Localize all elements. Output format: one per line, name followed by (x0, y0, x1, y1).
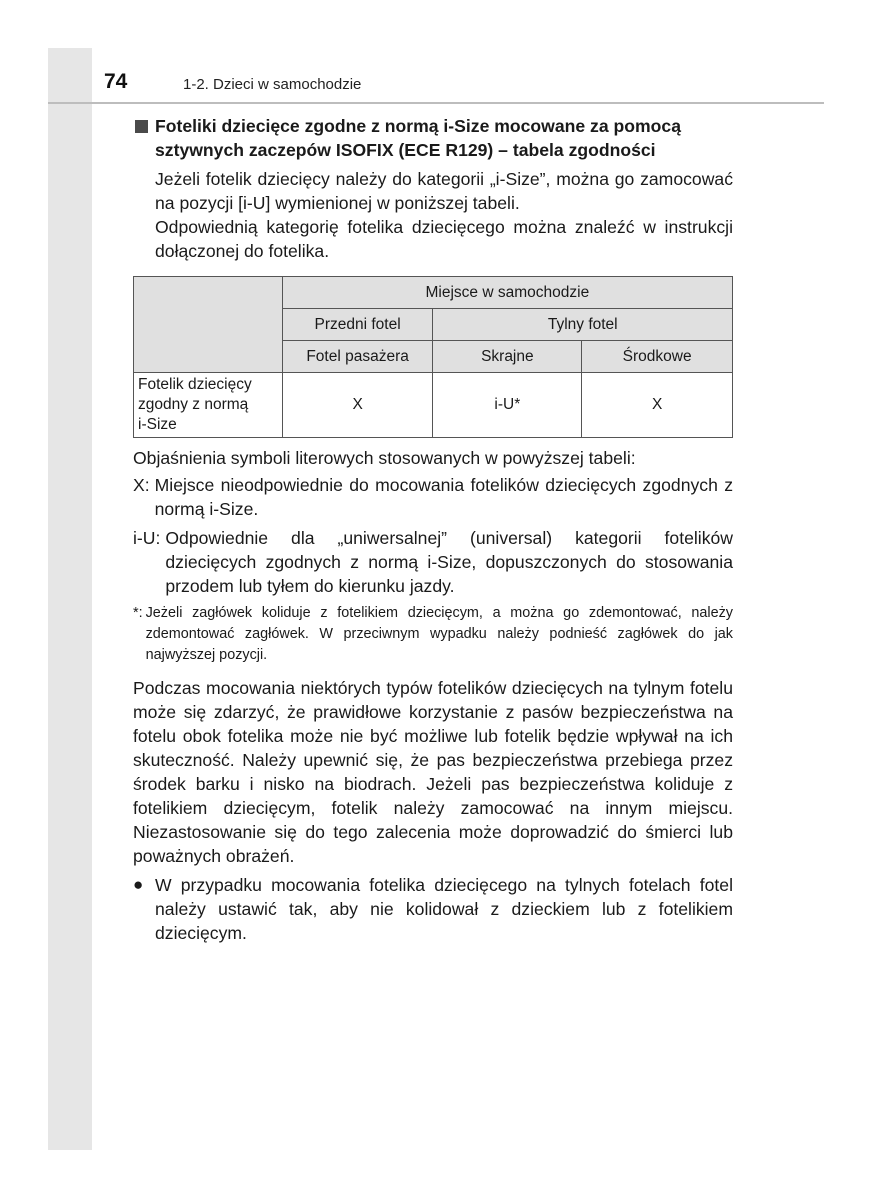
table-cell: X (282, 373, 433, 438)
row-label-line: i-Size (138, 416, 177, 433)
table-group-header: Miejsce w samochodzie (282, 277, 732, 309)
body-paragraph: Podczas mocowania niektórych typów fotelików dziecięcych na tylnym fotelu może się zdarzyć, że prawidłowe korzystanie z pasów bezpieczeństwa na fotelu obok fotelika może nie być możliwe lub fotelik będzie wpływał na ich skuteczność. Należy upewnić się, że pas bezpieczeństwa przebiega przez środek barku i nisko na biodrach. Jeżeli pas bezpieczeństwa koliduje z fotelikiem dziecięcym, fotelik należy zamocować na innym miejscu. Niezastosowanie się do tego zalecenia może doprowadzić do śmierci lub poważnych obrażeń. (133, 678, 733, 866)
table-row-label (134, 373, 283, 438)
table-subheader: Środkowe (582, 341, 733, 373)
footnote (133, 603, 733, 666)
side-margin-strip (48, 48, 92, 1150)
table-front-header: Przedni fotel (282, 309, 433, 341)
table-rear-header: Tylny fotel (433, 309, 733, 341)
row-label-line: Fotelik dziecięcy (138, 376, 252, 393)
table-corner-cell (134, 277, 283, 373)
intro-paragraph-1: Jeżeli fotelik dziecięcy należy do kategorii „i-Size”, można go zamocować na pozycji [i-U] wymienionej w poniższej tabeli. (155, 169, 733, 213)
intro-block (133, 167, 733, 263)
table-row (134, 373, 733, 438)
legend-item-x (133, 473, 733, 521)
bullet-text: W przypadku mocowania fotelika dziecięcego na tylnych fotelach fotel należy ustawić tak, aby nie kolidował z dzieckiem lub z fotelikiem dziecięcym. (155, 875, 733, 943)
table-header-row (134, 277, 733, 309)
section-heading (133, 114, 733, 162)
footnote-text: Jeżeli zagłówek koliduje z fotelikiem dziecięcym, a można go zdemontować, należy zdemontować zagłówek. W przeciwnym wypadku należy podnieść zagłówek do jak najwyższej pozycji. (145, 605, 733, 663)
square-bullet-icon (135, 120, 148, 133)
heading-line-1: Foteliki dziecięce zgodne z normą i-Size mocowane za pomocą (155, 116, 681, 136)
compatibility-table (133, 276, 733, 438)
legend-text: Miejsce nieodpowiednie do mocowania fotelików dziecięcych zgodnych z normą i-Size. (154, 475, 733, 519)
section-title: 1-2. Dzieci w samochodzie (183, 76, 362, 93)
page-number: 74 (104, 70, 128, 93)
page-content (133, 114, 733, 945)
legend-item-iu (133, 526, 733, 598)
heading-line-2: sztywnych zaczepów ISOFIX (ECE R129) – tabela zgodności (155, 140, 656, 160)
legend-key: i-U: (133, 528, 161, 548)
row-label-line: zgodny z normą (138, 396, 249, 413)
legend-lead: Objaśnienia symboli literowych stosowanych w powyższej tabeli: (133, 448, 636, 468)
legend-key: X: (133, 475, 150, 495)
footnote-key: *: (133, 605, 143, 621)
bullet-item (133, 873, 733, 945)
table-cell: X (582, 373, 733, 438)
page-header (48, 66, 824, 104)
intro-paragraph-2: Odpowiednią kategorię fotelika dziecięcego można znaleźć w instrukcji dołączonej do fotelika. (155, 217, 733, 261)
table-subheader: Skrajne (433, 341, 582, 373)
table-cell: i-U* (433, 373, 582, 438)
table-subheader: Fotel pasażera (282, 341, 433, 373)
bullet-dot-icon: ● (133, 875, 144, 894)
legend-text: Odpowiednie dla „uniwersalnej” (universal) kategorii fotelików dziecięcych zgodnych z normą i-Size, dopuszczonych do stosowania przodem lub tyłem do kierunku jazdy. (165, 528, 733, 596)
